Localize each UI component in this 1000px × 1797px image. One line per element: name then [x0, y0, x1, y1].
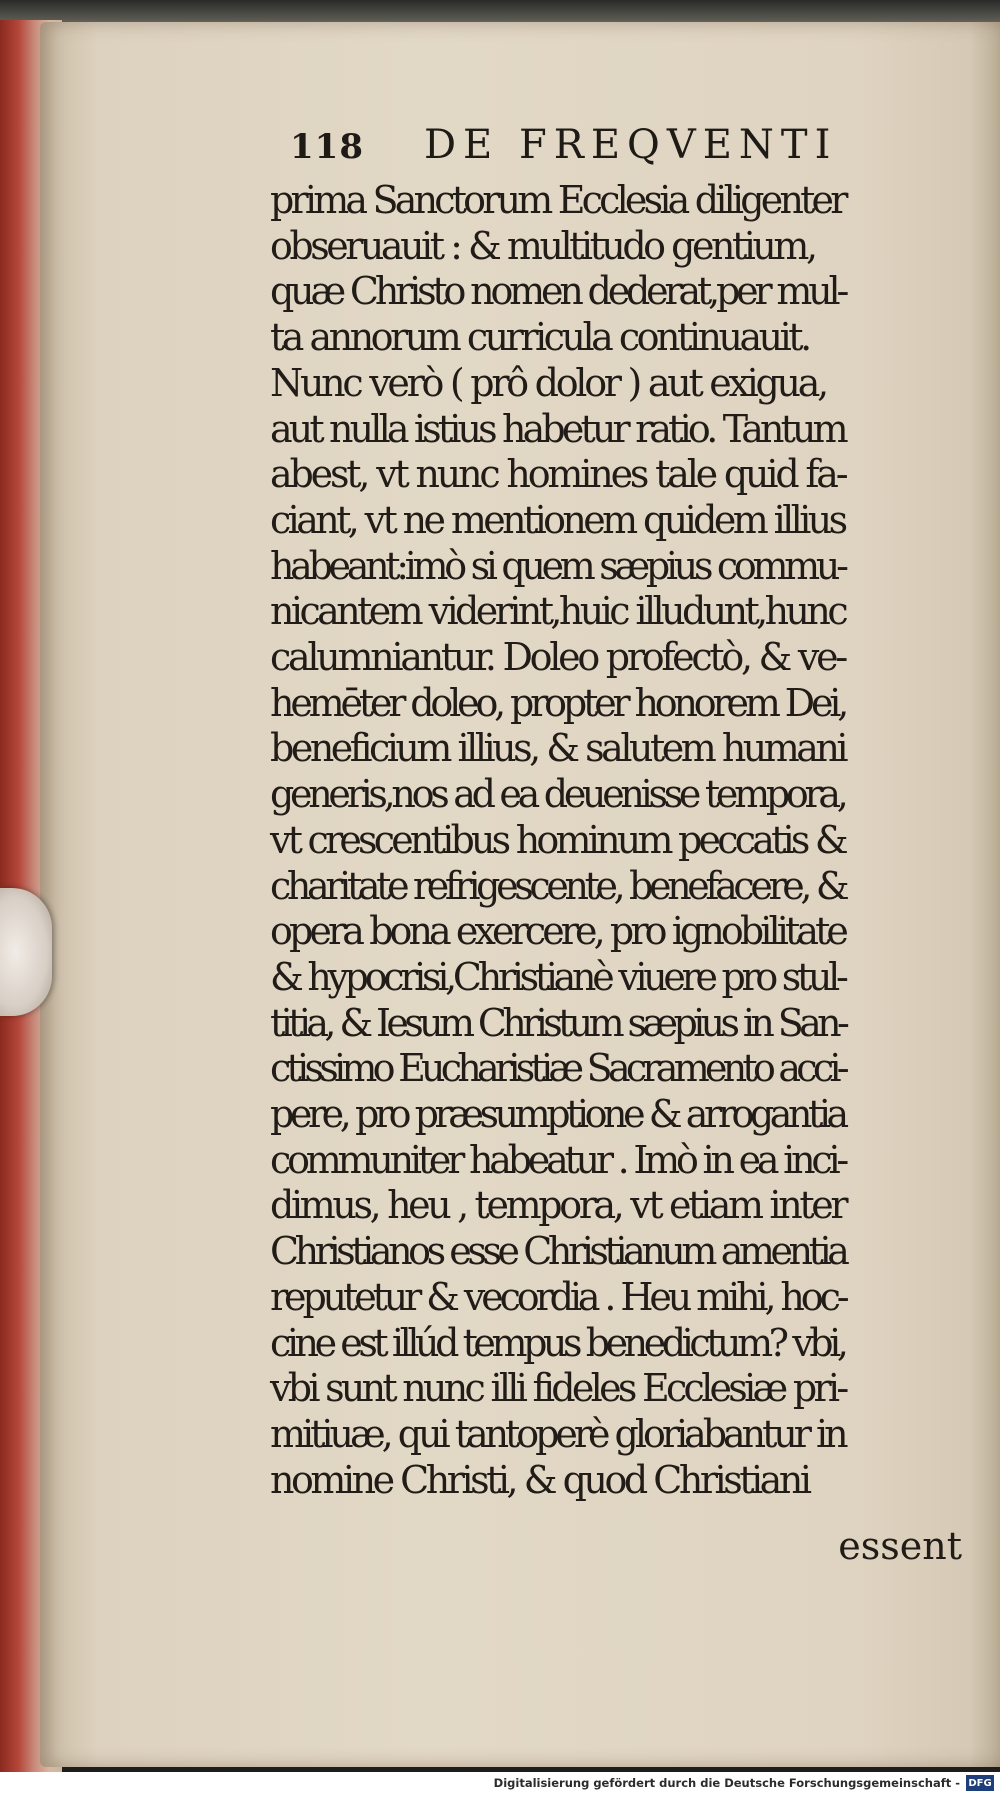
text-line: communiter habeatur . Imò in ea inci-	[270, 1137, 846, 1182]
text-line: obseruauit : & multitudo gentium,	[270, 223, 815, 268]
funding-credit: Digitalisierung gefördert durch die Deutsche Forschungsgemeinschaft -	[493, 1776, 960, 1790]
text-line: charitate refrigescente, benefacere, &	[270, 863, 846, 908]
page-header	[290, 122, 890, 182]
text-line: vt crescentibus hominum peccatis &	[270, 817, 845, 862]
text-line: nomine Christi, & quod Christiani	[270, 1457, 809, 1502]
text-line: habeant:imò si quem sæpius commu-	[270, 543, 845, 588]
text-line: reputetur & vecordia . Heu mihi, hoc-	[270, 1274, 846, 1319]
dfg-logo: DFG	[966, 1775, 994, 1791]
text-line: vbi sunt nunc illi fideles Ecclesiæ pri-	[270, 1366, 846, 1411]
text-line: ctissimo Eucharistiæ Sacramento acci-	[270, 1046, 845, 1091]
text-line: ciant, vt ne mentionem quidem illius	[270, 497, 845, 542]
page-shadow	[970, 22, 1000, 1767]
text-line: abest, vt nunc homines tale quid fa-	[270, 452, 846, 497]
text-line: aut nulla istius habetur ratio. Tantum	[270, 406, 845, 451]
body-text	[270, 178, 970, 1503]
text-line: quæ Christo nomen dederat,per mul-	[270, 269, 846, 314]
text-line: dimus, heu , tempora, vt etiam inter	[270, 1183, 846, 1228]
page-number: 118	[290, 127, 364, 167]
text-line: Nunc verò ( prô dolor ) aut exigua,	[270, 360, 826, 405]
text-line: calumniantur. Doleo profectò, & ve-	[270, 635, 845, 680]
text-line: hemēter doleo, propter honorem Dei,	[270, 680, 846, 725]
text-line: generis,nos ad ea deuenisse tempora,	[270, 772, 845, 817]
text-line: mitiuæ, qui tantoperè gloriabantur in	[270, 1411, 845, 1456]
catchword: essent	[838, 1524, 962, 1568]
running-title: DE FREQVENTI	[423, 122, 838, 168]
text-line: ta annorum curricula continuauit.	[270, 315, 809, 360]
text-line: cine est illúd tempus benedictum? vbi,	[270, 1320, 845, 1365]
text-line: beneficium illius, & salutem humani	[270, 726, 846, 771]
text-line: & hypocrisi,Christianè viuere pro stul-	[270, 954, 845, 999]
text-line: nicantem viderint,huic illudunt,hunc	[270, 589, 846, 634]
text-line: Christianos esse Christianum amentia	[270, 1229, 846, 1274]
page-clip	[0, 888, 52, 1016]
text-line: pere, pro præsumptione & arrogantia	[270, 1092, 845, 1137]
text-line: titia, & Iesum Christum sæpius in San-	[270, 1000, 846, 1045]
text-line: opera bona exercere, pro ignobilitate	[270, 909, 846, 954]
digitization-footer	[0, 1772, 1000, 1797]
text-line: prima Sanctorum Ecclesia diligenter	[270, 178, 845, 222]
